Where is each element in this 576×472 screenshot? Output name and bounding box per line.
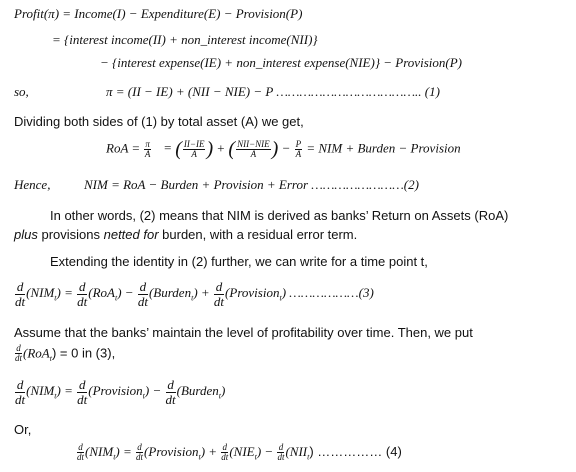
- eqn-burden: (Burden: [176, 383, 219, 399]
- eq-4-line: $\frac{d}{dt}$ $(NIM_t)$ = $\frac{d}{dt}$ (Provision$_t$) + $\frac{d}{dt}$ $(NIE_t)$ − $\frac{d}{dt}$ $(NII_t)$ …………… (4): [77, 442, 402, 463]
- eq4-d-dt-1: $\frac{d}{dt}$: [77, 442, 85, 463]
- eq-2-prefix-line: [14, 177, 50, 193]
- eq3-burden: (Burden: [148, 285, 192, 301]
- eq4-nii: (NII: [285, 443, 308, 459]
- roa-frac-ii-ie: $\frac{II-IE}{A}$: [183, 138, 205, 159]
- eq3-d-dt-2: $\frac{d}{dt}$: [77, 279, 88, 309]
- eq-2-body: NIM = RoA − Burden + Provision + Error ……………………(2): [84, 177, 419, 192]
- eq-1-body-line: [106, 84, 440, 100]
- eq-profit-line-3: [100, 55, 462, 71]
- dividing-text: Dividing both sides of (1) by total asset (A) we get,: [14, 114, 304, 129]
- roa-frac-p-a: $\frac{P}{A}$: [295, 138, 302, 159]
- eq3-roa: (RoA: [88, 285, 115, 301]
- eq4-minus: ) −: [256, 443, 274, 459]
- eq4-nie: (NIE: [229, 443, 255, 459]
- eq3-provision: (Provision: [225, 285, 280, 301]
- eq-profit-text-2: = {interest income(II) + non_interest income(NII)}: [52, 32, 318, 47]
- eq-3-line: $\frac{d}{dt}$ $(NIM_t)$ = $\frac{d}{dt}$ (RoA$_t$) − $\frac{d}{dt}$ (Burden$_t$) + $\frac{d}{dt}$ (Provision$_t$) ………………(3): [15, 279, 374, 309]
- roa-lhs: RoA =: [106, 140, 141, 156]
- paragraph-1-line-a: In other words, (2) means that NIM is derived as banks’ Return on Assets (RoA): [50, 208, 509, 223]
- eq4-plus: ) +: [200, 443, 218, 459]
- eq3-plus: ) +: [193, 285, 210, 301]
- roa-rhs: = NIM + Burden − Provision: [306, 140, 461, 156]
- paragraph-1-line-b: [14, 227, 357, 242]
- para1-netted-for: netted for: [103, 227, 159, 242]
- roa-minus: −: [281, 140, 291, 156]
- para1-end: burden, with a residual error term.: [158, 227, 358, 242]
- para3-d-dt: $\frac{d}{dt}$: [15, 343, 23, 364]
- paragraph-3-line-a: Assume that the banks’ maintain the level of profitability over time. Then, we put: [14, 325, 473, 340]
- eqn-equals: ) =: [56, 383, 73, 399]
- paragraph-2: Extending the identity in (2) further, we can write for a time point t,: [50, 254, 428, 269]
- roa-frac-pi-a: $\frac{\pi}{A}$: [144, 138, 151, 159]
- paragraph-3-line-b: $\frac{d}{dt}$ (RoA$_t$) = 0 in (3),: [15, 343, 116, 364]
- eq4-end: ) …………… (4): [309, 443, 402, 459]
- roa-plus: +: [216, 140, 226, 156]
- para3-roa: (RoA: [23, 345, 50, 361]
- eqn-provision: (Provision: [88, 383, 143, 399]
- para3-end: ) = 0 in (3),: [51, 345, 116, 361]
- eqn-nim: (NIM: [26, 383, 55, 399]
- eq-profit-line-2: [52, 32, 318, 48]
- eq3-end: ) ………………(3): [281, 285, 374, 301]
- eq-1-prefix: so,: [14, 84, 29, 99]
- roa-eq: =: [163, 140, 172, 156]
- eq4-nim: (NIM: [85, 443, 114, 459]
- eq-roa-line: RoA = $\frac{\pi}{A}$ = ( $\frac{II-IE}{A}$ ) + ( $\frac{\text{NII−NIE}}{A}$ ) − $\frac{P}{A}$ = NIM + Burden − Provision: [106, 138, 461, 160]
- eq3-equals: ) =: [56, 285, 73, 301]
- eqn-d-dt-1: $\frac{d}{dt}$: [15, 377, 26, 407]
- eq-profit-text-3: − {interest expense(IE) + non_interest expense(NIE)} − Provision(P): [100, 55, 462, 70]
- roa-frac-nii-nie: $\frac{\text{NII−NIE}}{A}$: [237, 138, 270, 159]
- eq4-d-dt-4: $\frac{d}{dt}$: [277, 442, 285, 463]
- eq-2-body-line: [84, 177, 419, 193]
- eq3-minus: ) −: [117, 285, 134, 301]
- eq3-d-dt-3: $\frac{d}{dt}$: [137, 279, 148, 309]
- eq3-nim: (NIM: [26, 285, 55, 301]
- eq-profit-line-1: [14, 6, 302, 22]
- eq-1-line: [14, 84, 29, 100]
- para1-plus: plus: [14, 227, 38, 242]
- eq4-equals: ) =: [115, 443, 132, 459]
- eqn-d-dt-3: $\frac{d}{dt}$: [165, 377, 176, 407]
- eq4-d-dt-3: $\frac{d}{dt}$: [221, 442, 229, 463]
- eq-nim-line: $\frac{d}{dt}$ $(NIM_t)$ = $\frac{d}{dt}$ (Provision$_t$) − $\frac{d}{dt}$ (Burden$_t$): [15, 377, 226, 407]
- eqn-d-dt-2: $\frac{d}{dt}$: [77, 377, 88, 407]
- or-text: Or,: [14, 422, 32, 437]
- eqn-minus: ) −: [144, 383, 162, 399]
- eq4-provision: (Provision: [144, 443, 199, 459]
- eq-profit-text-1: Profit(π) = Income(I) − Expenditure(E) − Provision(P): [14, 6, 303, 21]
- eq3-d-dt-4: $\frac{d}{dt}$: [213, 279, 225, 309]
- eq-2-prefix: Hence,: [14, 177, 51, 192]
- eq3-d-dt-1: $\frac{d}{dt}$: [15, 279, 26, 309]
- eq-1-body: π = (II − IE) + (NII − NIE) − P ……………………………….. (1): [106, 84, 440, 99]
- eq4-d-dt-2: $\frac{d}{dt}$: [136, 442, 144, 463]
- para1-mid: provisions: [37, 227, 104, 242]
